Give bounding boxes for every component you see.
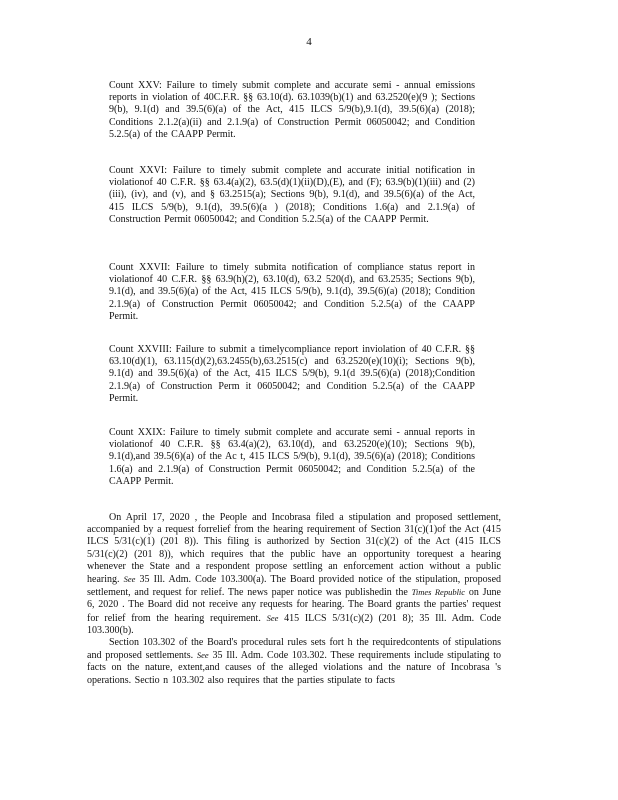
page-number: 4 xyxy=(306,36,312,48)
para1-text-4: 415 ILCS 5/31(c)(2) (201 8); 35 Ill. Adm. Code 103.300(b). xyxy=(87,612,502,636)
count-xxvii: Count XXVII: Failure to timely submita notification of compliance status report in violationof 40 C.F.R. §§ 63.9(h)(2), 63.10(d), 63.2 520(d), and 63.2535; Sections 9(b), 9.1(d), and 39.5(6)(a) of the Act, 415 ILCS 5/9(b), 9.1(d), 39.5(6)(a) (2018); Condition 2.1.9(a) of Construction Permit 06050042; and Condition 5.2.5(a) of the CAAPP Permit. xyxy=(109,262,475,322)
count-xxv: Count XXV: Failure to timely submit complete and accurate semi - annual emissions reports in violation of 40C.F.R. §§ 63.10(d). 63.1039(b)(1) and 63.2520(e)(9 ); Sections 9(b), 9.1(d) and 39.5(6)(a) of the Act, 415 ILCS 5/9(b),9.1(d), 39.5(6)(a) (2018); Conditions 2.1.2(a)(ii) and 2.1.9(a) of Construction Permit 06050042; and Condition 5.2.5(a) of the CAAPP Permit. xyxy=(109,80,475,140)
para1-text-3: on June 6, 2020 . The Board did not receive any requests for hearing. The Board grants the parties' request for relief from the hearing requirement. xyxy=(87,587,501,624)
para1-text-1: On April 17, 2020 , the People and Incobrasa filed a stipulation and proposed settlement, accompanied by a request forrelief from the hearing requirement of Section 31(c)(1)of the Act (415 ILCS 5/31(c)(1) (201 8)). This filing is authorized by Section 31(c)(2) of the Act (415 ILCS 5/31(c)(2) (201 8)), which requires that the public have an opportunity torequest a hearing whenever the State and a respondent propose settling an enforcement action without a public hearing. xyxy=(87,512,501,586)
count-xxviii: Count XXVIII: Failure to submit a timelycompliance report inviolation of 40 C.F.R. §§ 63.10(d)(1), 63.115(d)(2),63.2455(b),63.2515(c) and 63.2520(e)(10)(i); Sections 9(b), 9.1(d) and 39.5(6)(a) of the Act, 415 ILCS 5/9(b), 9.1(d 39.5(6)(a) (2018);Condition 2.1.9(a) of Construction Perm it 06050042; and Condition 5.2.5(a) of the CAAPP Permit. xyxy=(109,344,475,404)
para2-text-1: Section 103.302 of the Board's procedural rules sets fort h the requiredcontents of stipulations and proposed settlements. xyxy=(87,637,501,662)
para1-newspaper-name: Times Republic xyxy=(411,587,466,598)
count-xxix: Count XXIX: Failure to timely submit complete and accurate semi - annual reports in violationof 40 C.F.R. §§ 63.4(a)(2), 63.10(d), and 63.2520(e)(10); Sections 9(b), 9.1(d),and 39.5(6)(a) of the Ac t, 415 ILCS 5/9(b), 9.1(d), 39.5(6)(a) (2018); Conditions 1.6(a) and 2.1.9(a) of Construction Permit 06050042; and Condition 5.2.5(a) of the CAAPP Permit. xyxy=(109,427,475,487)
para1-see-1: See xyxy=(123,574,136,585)
paragraph-section-103302 xyxy=(87,637,501,687)
para2-text-2: 35 Ill. Adm. Code 103.302. These requirements include stipulating to facts on the nature, extent,and causes of the alleged violations and the nature of Incobrasa 's operations. Sectio n 103.302 also requires that the parties stipulate to facts xyxy=(87,650,502,686)
para1-text-2: 35 Ill. Adm. Code 103.300(a). The Board provided notice of the stipulation, proposed settlement, and request for relief. The news paper notice was publishedin the xyxy=(87,574,502,599)
paragraph-stipulation-filing xyxy=(87,512,501,637)
para2-see: See xyxy=(196,650,209,661)
count-xxvi: Count XXVI: Failure to timely submit complete and accurate initial notification in violationof 40 C.F.R. §§ 63.4(a)(2), 63.5(d)(1)(ii)(D),(E), and (F); 63.9(b)(1)(iii) and (2)(iii), (iv), and (v), and § 63.2515(a); Sections 9(b), 9.1(d), and 39.5(6)(a) of the Act, 415 ILCS 5/9(b), 9.1(d), 39.5(6)(a ) (2018); Conditions 1.6(a) and 2.1.9(a) of Construction Permit 06050042; and Condition 5.2.5(a) of the CAAPP Permit. xyxy=(109,165,475,225)
para1-see-2: See xyxy=(266,612,279,623)
